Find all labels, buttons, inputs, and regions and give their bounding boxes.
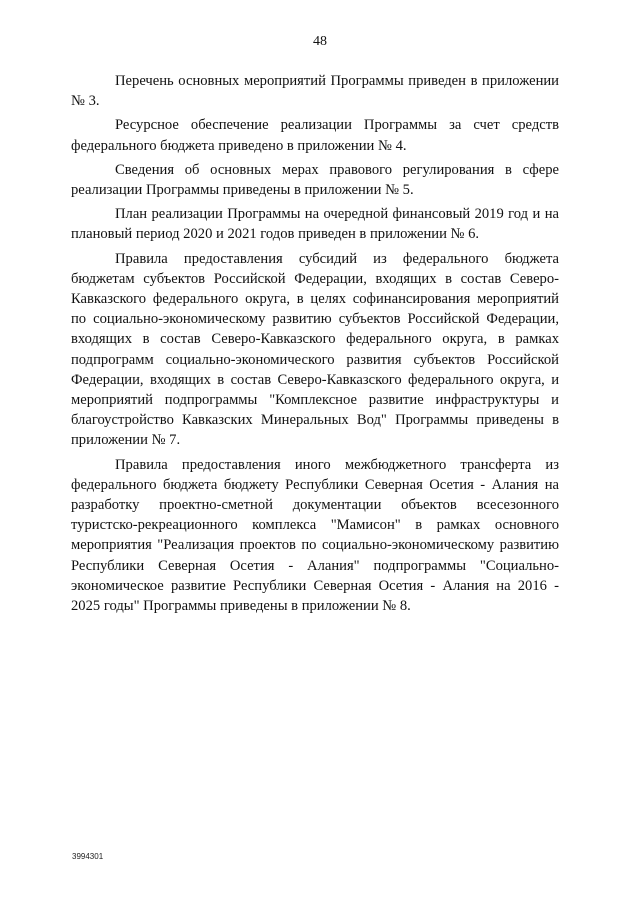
document-code: 3994301 <box>72 852 104 861</box>
page-number: 48 <box>313 34 327 49</box>
paragraph-implementation-plan: План реализации Программы на очередной финансовый 2019 год и на плановый период 2020 и 2021 годов приведен в приложении № 6. <box>71 206 559 243</box>
document-body <box>71 71 559 620</box>
paragraph-subsidy-rules: Правила предоставления субсидий из федерального бюджета бюджетам субъектов Российской Федерации, входящих в состав Северо-Кавказского федерального округа, в целях софинансирования мероприятий по социально-экономическому развитию субъектов Российской Федерации, входящих в состав Северо-Кавказского федерального округа, в рамках подпрограмм социально-экономического развития субъектов Российской Федерации, входящих в состав Северо-Кавказского федерального округа, и мероприятий подпрограммы "Комплексное развитие инфраструктуры и благоустройство Кавказских Минеральных Вод" Программы приведены в приложении № 7. <box>71 250 559 449</box>
paragraph-resource-support: Ресурсное обеспечение реализации Программы за счет средств федерального бюджета приведено в приложении № 4. <box>71 117 559 154</box>
paragraph-legal-regulation: Сведения об основных мерах правового регулирования в сфере реализации Программы приведены в приложении № 5. <box>71 161 559 199</box>
paragraph-transfer-rules: Правила предоставления иного межбюджетного трансферта из федерального бюджета бюджету Республики Северная Осетия - Алания на разработку проектно-сметной документации объектов всесезонного туристско-рекреационного комплекса "Мамисон" в рамках основного мероприятия "Реализация проектов по социально-экономическому развитию Республики Северная Осетия - Алания" подпрограммы "Социально-экономическое развитие Республики Северная Осетия - Алания на 2016 - 2025 годы" Программы приведены в приложении № 8. <box>71 456 559 615</box>
paragraph-main-activities: Перечень основных мероприятий Программы приведен в приложении № 3. <box>71 73 559 110</box>
